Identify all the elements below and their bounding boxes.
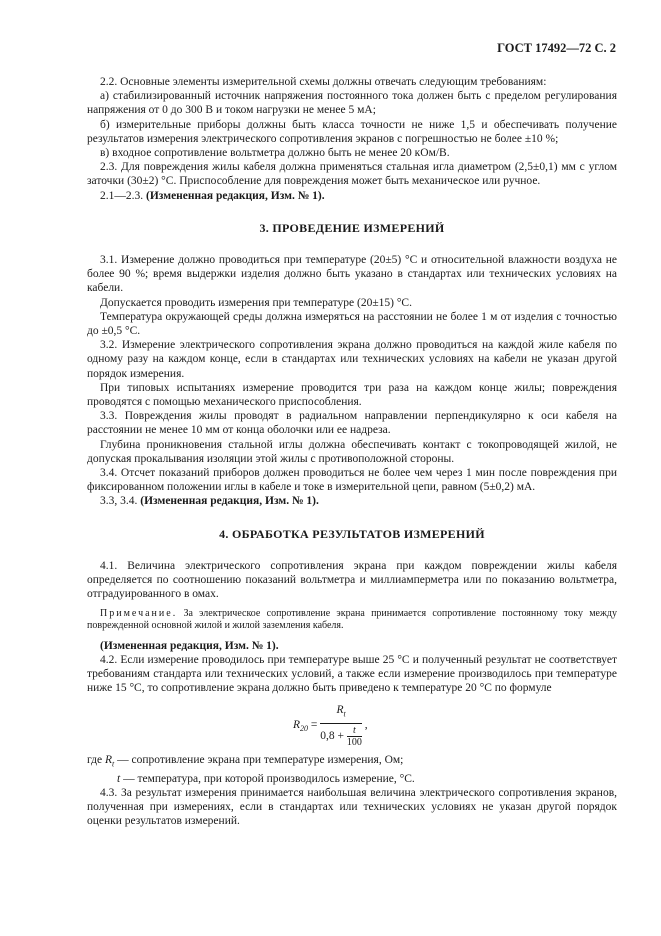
note-label: Примечание. xyxy=(100,607,178,619)
edit-note-3 xyxy=(87,639,617,653)
formula-den-frac-num: t xyxy=(347,725,362,737)
paragraph-4-1: 4.1. Величина электрического сопротивления экрана при каждом повреждении жилы кабеля определяется по соотношению показаний вольтметра и миллиамперметра или по показанию вольтметра, отградуированного в омах. xyxy=(87,559,617,601)
formula-numerator xyxy=(320,703,362,724)
formula-den-frac-den: 100 xyxy=(346,736,362,748)
formula-denominator xyxy=(320,724,362,748)
edit-note-3-bold: (Измененная редакция, Изм. № 1). xyxy=(100,639,279,652)
formula-lhs-sub: 20 xyxy=(300,724,309,734)
where-1-text: — сопротивление экрана при температуре измерения, Ом; xyxy=(117,754,404,767)
section-4-title: 4. ОБРАБОТКА РЕЗУЛЬТАТОВ ИЗМЕРЕНИЙ xyxy=(219,526,485,541)
paragraph-3-1-b: Допускается проводить измерения при температуре (20±15) °С. xyxy=(100,296,412,309)
edit-note-2-prefix: 3.3, 3.4. xyxy=(100,495,138,508)
where-1-sym: R xyxy=(104,754,113,767)
formula-expression xyxy=(293,703,368,748)
formula-num-sub: t xyxy=(343,709,346,719)
paragraph-3-4: 3.4. Отсчет показаний приборов должен проводиться не более чем через 1 мин после повреждения при фиксированном положении иглы в кабеле и токе в измерительной цепи, равном (5±0,2) мА. xyxy=(87,467,617,494)
paragraph-3-2-b: При типовых испытаниях измерение проводится три раза на каждом конце жилы; повреждения проводятся с помощью механического приспособления. xyxy=(87,381,617,409)
where-line-1 xyxy=(87,753,617,772)
note-text: За электрическое сопротивление экрана принимается сопротивление постоянному току между поврежденной основной жилой и жилой заземления кабеля. xyxy=(87,607,617,631)
formula-num: R xyxy=(336,704,344,717)
formula-den-fraction xyxy=(347,725,362,748)
section-3-title: 3. ПРОВЕДЕНИЕ ИЗМЕРЕНИЙ xyxy=(259,220,445,235)
paragraph-3-2: 3.2. Измерение электрического сопротивления экрана должно проводиться на каждой жиле кабеля по одному разу на каждом конце, если в стандартах или технических условиях на кабели не указан другой порядок измерения. xyxy=(87,339,617,380)
paragraph-2-2-a: а) стабилизированный источник напряжения постоянного тока должен быть с пределом регулирования напряжения от 0 до 300 В и током нагрузки не менее 5 мА; xyxy=(87,90,617,117)
formula-lhs: R xyxy=(293,719,301,732)
paragraph-3-3-b: Глубина проникновения стальной иглы должна обеспечивать контакт с токопроводящей жилой, не допуская прокалывания изоляции этой жилы с противоположной стороны. xyxy=(87,438,617,465)
paragraph-3-3: 3.3. Повреждения жилы проводят в радиальном направлении перпендикулярно к оси кабеля на расстоянии не менее 10 мм от конца оболочки или ее надреза. xyxy=(87,410,617,437)
formula-r20 xyxy=(87,699,617,747)
document-body xyxy=(87,75,617,829)
formula-fraction xyxy=(320,703,362,748)
paragraph-2-2-b: б) измерительные приборы должны быть класса точности не ниже 1,5 и обеспечивать получение результатов измерения электрического сопротивления экранов с погрешностью не более ±10 %; xyxy=(87,118,617,145)
paragraph-4-2: 4.2. Если измерение проводилось при температуре выше 25 °С и полученный результат не соответствует требованиям стандарта или технических условий, а также если измерение производилось при температуре ниже 15 °С, то сопротивление экрана должно быть приведено к температуре 20 °С по формуле xyxy=(87,653,617,695)
where-line-2 xyxy=(87,772,617,786)
page-header: ГОСТ 17492—72 С. 2 xyxy=(497,41,616,55)
paragraph-3-1-c: Температура окружающей среды должна измеряться на расстоянии не более 1 м от изделия с точностью до ±0,5 °С. xyxy=(87,310,617,338)
paragraph-2-3: 2.3. Для повреждения жилы кабеля должна применяться стальная игла диаметром (2,5±0,1) мм с углом заточки (30±2) °С. Приспособление для повреждения может быть механическое или ручное. xyxy=(87,161,617,188)
edit-note-2 xyxy=(87,494,617,508)
formula-trail: , xyxy=(364,719,368,732)
note xyxy=(87,608,617,633)
where-1-sub: t xyxy=(112,759,115,769)
paragraph-2-2: 2.2. Основные элементы измерительной схемы должны отвечать следующим требованиям: xyxy=(100,76,547,88)
paragraph-2-2-v: в) входное сопротивление вольтметра должно быть не менее 20 кОм/В. xyxy=(100,147,450,160)
edit-note-1-bold: (Измененная редакция, Изм. № 1). xyxy=(146,189,325,202)
formula-den-const: 0,8 + xyxy=(320,729,345,742)
where-2-text: — температура, при которой производилось измерение, °С. xyxy=(123,772,415,785)
edit-note-1 xyxy=(87,189,617,203)
edit-note-2-bold: (Измененная редакция, Изм. № 1). xyxy=(140,495,319,508)
formula-equals: = xyxy=(310,719,318,732)
paragraph-4-3: 4.3. За результат измерения принимается наибольшая величина электрического сопротивления экранов, полученная при измерениях, если в стандартах или технических условиях не указан другой порядок оценки результатов измерений. xyxy=(87,787,617,828)
paragraph-3-1: 3.1. Измерение должно проводиться при температуре (20±5) °С и относительной влажности воздуха не более 90 %; время выдержки изделия должно быть указано в стандартах или технических условиях на кабели. xyxy=(87,254,617,295)
where-2-sym: t xyxy=(117,772,121,785)
where-1-prefix: где xyxy=(87,754,103,767)
edit-note-1-prefix: 2.1—2.3. xyxy=(100,189,144,202)
